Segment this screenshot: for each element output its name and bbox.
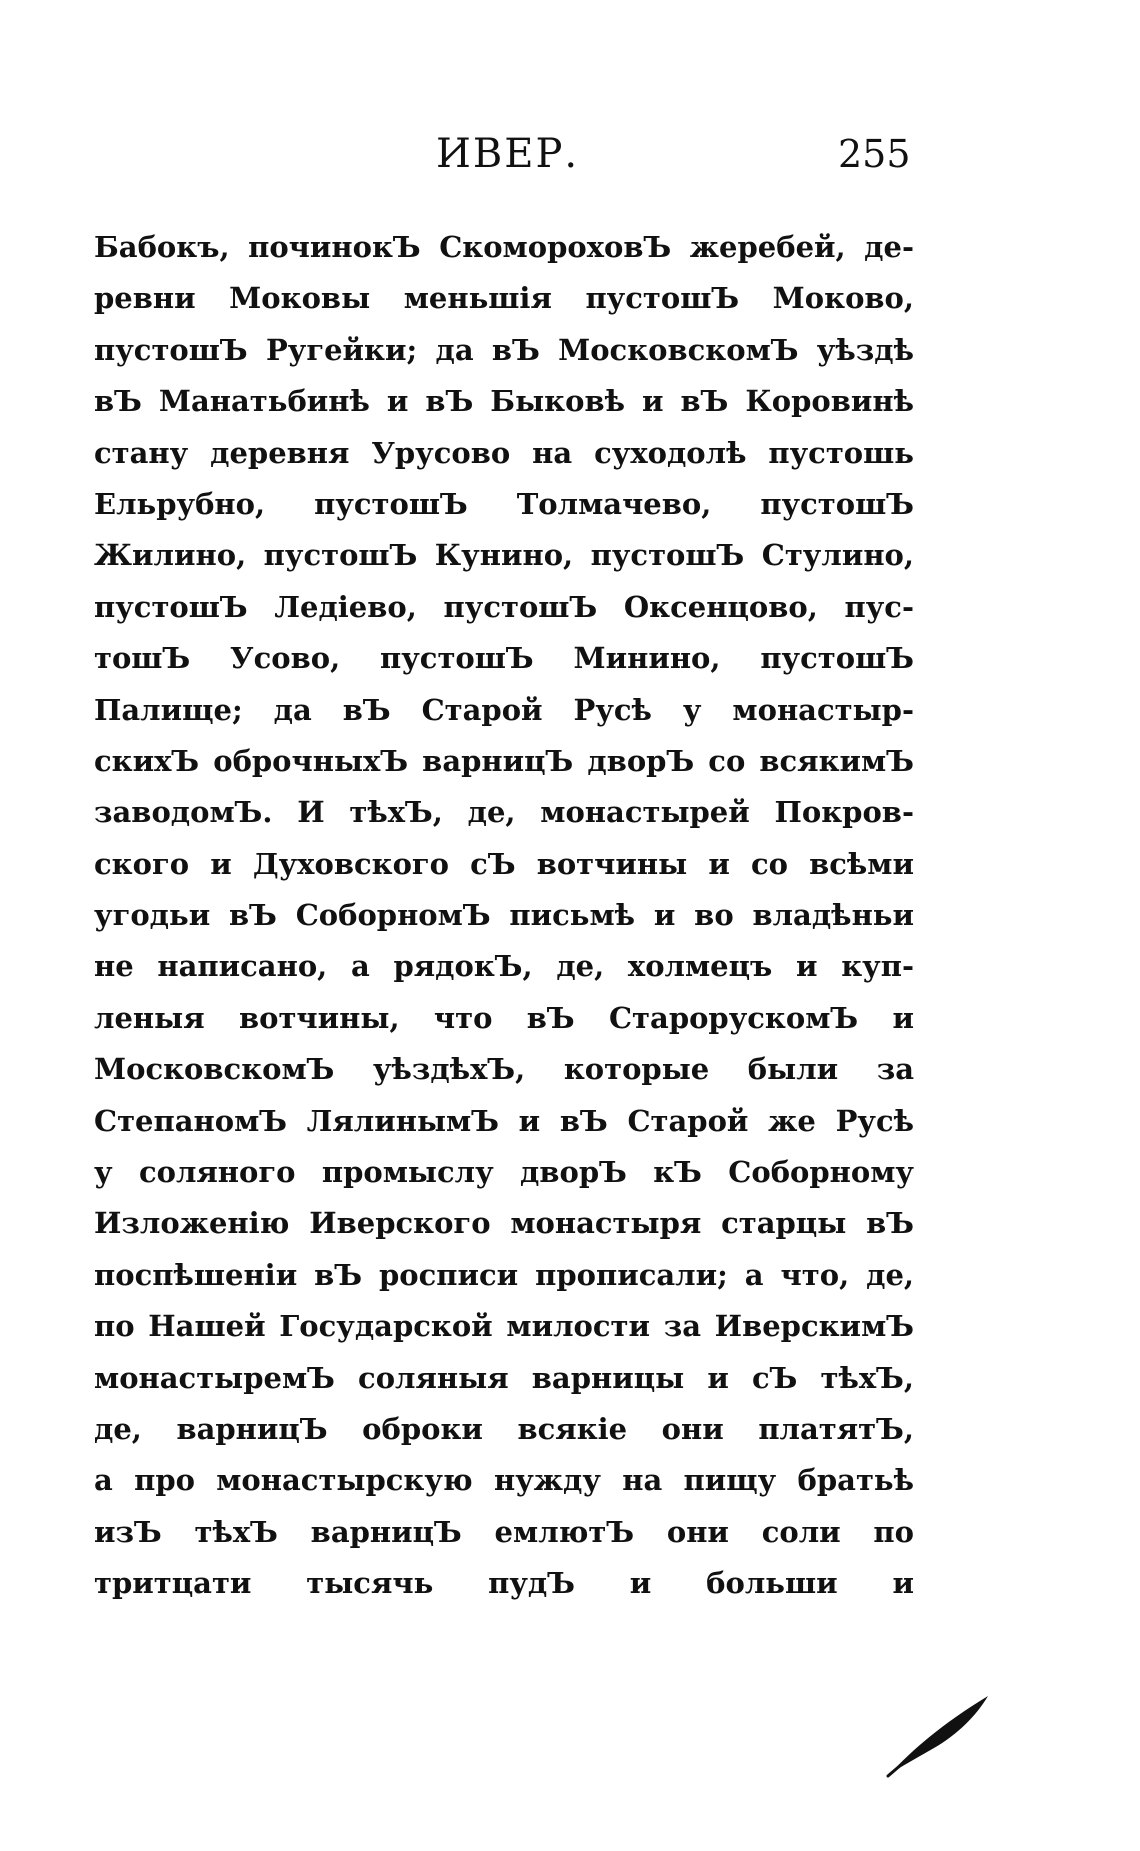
text-line: монастыремЪ соляныя варницы и сЪ тѣхЪ, <box>94 1360 914 1395</box>
text-line: вЪ Манатьбинѣ и вЪ Быковѣ и вЪ Коровинѣ <box>94 384 914 419</box>
text-line: у соляного промыслу дворЪ кЪ Соборному <box>94 1155 914 1190</box>
page-number: 255 <box>838 132 911 176</box>
text-line: угодьи вЪ СоборномЪ письмѣ и во владѣньи <box>94 898 914 933</box>
text-line: СтепаномЪ ЛялинымЪ и вЪ Старой же Русѣ <box>94 1103 914 1138</box>
text-line: ского и Духовского сЪ вотчины и со всѣми <box>94 846 914 881</box>
text-line: по Нашей Государской милости за ИверскимЪ <box>94 1309 914 1344</box>
text-line: скихЪ оброчныхЪ варницЪ дворЪ со всякимЪ <box>94 743 914 778</box>
quill-icon <box>884 1690 994 1780</box>
text-line: Изложенію Иверского монастыря старцы вЪ <box>94 1206 914 1241</box>
text-line: поспѣшеніи вЪ росписи прописали; а что, де, <box>94 1257 914 1292</box>
running-head: ИВЕР. <box>436 131 580 177</box>
text-line: стану деревня Урусово на суходолѣ пустошь <box>94 435 914 470</box>
text-line: а про монастырскую нужду на пищу братьѣ <box>94 1463 914 1498</box>
text-line: Ельрубно, пустошЪ Толмачево, пустошЪ <box>94 486 914 521</box>
text-line: леныя вотчины, что вЪ СтарорускомЪ и <box>94 1000 914 1035</box>
text-line: тошЪ Усово, пустошЪ Минино, пустошЪ <box>94 641 914 676</box>
text-line: заводомЪ. И тѣхЪ, де, монастырей Покров- <box>94 795 914 830</box>
text-line: МосковскомЪ уѣздѣхЪ, которые были за <box>94 1052 914 1087</box>
text-line: Бабокъ, починокЪ СкомороховЪ жеребей, де- <box>94 230 914 264</box>
text-line: Палище; да вЪ Старой Русѣ у монастыр- <box>94 692 914 727</box>
text-line: тритцати тысячь пудЪ и больши и <box>94 1566 914 1601</box>
text-line: изЪ тѣхЪ варницЪ емлютЪ они соли по <box>94 1514 914 1549</box>
text-line: ревни Моковы меньшія пустошЪ Моково, <box>94 281 914 316</box>
text-line: не написано, а рядокЪ, де, холмецъ и куп- <box>94 949 914 984</box>
text-line: Жилино, пустошЪ Кунино, пустошЪ Стулино, <box>94 538 914 573</box>
body-text <box>94 222 914 1610</box>
text-line: пустошЪ Ледіево, пустошЪ Оксенцово, пус- <box>94 589 914 624</box>
text-line: пустошЪ Ругейки; да вЪ МосковскомЪ уѣздѣ <box>94 332 914 367</box>
text-line: де, варницЪ оброки всякіе они платятЪ, <box>94 1411 914 1446</box>
